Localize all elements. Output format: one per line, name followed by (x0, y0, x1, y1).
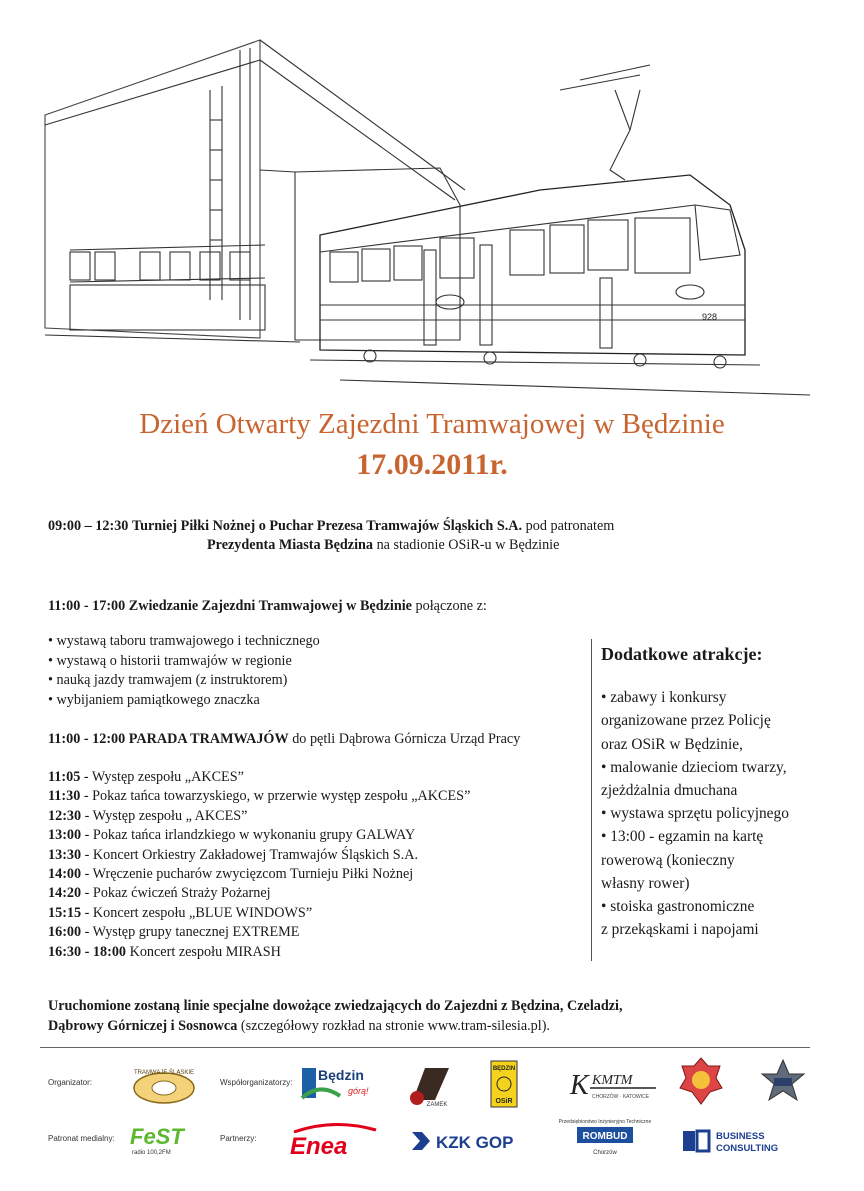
tour-suffix: połączone z: (415, 598, 487, 614)
rombud-logo (545, 1116, 665, 1160)
bc-logo-line1: BUSINESS (716, 1131, 765, 1142)
schedule-row (48, 807, 470, 826)
schedule-time: 16:30 - 18:00 (48, 943, 127, 960)
extra-attractions-panel (601, 643, 831, 941)
footer-divider (40, 1047, 810, 1048)
schedule-time: 13:30 (48, 846, 82, 863)
tour-event: Zwiedzanie Zajezdni Tramwajowej w Będzinie (128, 598, 412, 614)
depot-building-drawing (45, 40, 465, 342)
football-tournament-line (48, 517, 614, 536)
tour-time: 11:00 - 17:00 (48, 598, 126, 614)
castle-logo-text: ZAMEK (426, 1102, 448, 1108)
radio-fest-logo (128, 1124, 204, 1156)
stage-schedule (48, 768, 470, 962)
schedule-time: 16:00 (48, 924, 82, 941)
business-consulting-logo (682, 1128, 812, 1154)
venue-text: na stadionie OSiR-u w Będzinie (376, 537, 560, 553)
special-lines-text: Uruchomione zostaną linie specjalne dowożące zwiedzających do Zajezdni z Będzina, Czeladzi, (48, 998, 623, 1014)
osir-logo-top: BĘDZIN (492, 1066, 516, 1072)
parade-suffix: do pętli Dąbrowa Górnicza Urząd Pracy (292, 731, 521, 747)
bedzin-logo-text: Będzin (318, 1067, 364, 1083)
schedule-row (48, 904, 470, 923)
football-event: Turniej Piłki Nożnej o Puchar Prezesa Tramwajów Śląskich S.A. (131, 518, 523, 534)
tram-depot-illustration (40, 20, 830, 415)
police-star-logo (760, 1058, 806, 1104)
schedule-time: 12:30 (48, 807, 82, 824)
sidebar-line: • stoiska gastronomiczne (601, 898, 755, 916)
svg-text:K: K (570, 1070, 589, 1101)
tour-attractions-list (48, 632, 320, 710)
kzk-gop-logo (410, 1128, 534, 1154)
kmtm-logo-text: KMTM (592, 1073, 633, 1088)
schedule-text: - Występ grupy tanecznej EXTREME (81, 924, 300, 941)
schedule-time: 13:00 (48, 827, 82, 844)
partners-label: Partnerzy: (220, 1134, 257, 1143)
schedule-time: 11:05 (48, 769, 81, 785)
schedule-row (48, 826, 470, 845)
schedule-time: 11:30 (48, 788, 81, 805)
sidebar-line: z przekąskami i napojami (601, 921, 759, 939)
tram-drawing (310, 175, 810, 395)
osir-logo (490, 1060, 518, 1108)
co-organizers-label: Współorganizatorzy: (220, 1078, 293, 1087)
fest-logo-radio: radio 100,2FM (132, 1150, 171, 1156)
football-suffix: pod patronatem (525, 518, 615, 534)
schedule-row (48, 923, 470, 942)
sidebar-line: • 13:00 - egzamin na kartę (601, 828, 764, 846)
schedule-text: - Koncert zespołu „BLUE WINDOWS” (81, 904, 313, 921)
page-title: Dzień Otwarty Zajezdni Tramwajowej w Będzinie (139, 408, 725, 440)
parade-event: PARADA TRAMWAJÓW (128, 731, 289, 747)
football-time: 09:00 – 12:30 (48, 518, 129, 534)
sidebar-line: własny rower) (601, 874, 690, 892)
sidebar-line: zjeżdżalnia dmuchana (601, 782, 738, 800)
kmtm-logo (568, 1064, 660, 1106)
sidebar-line: oraz OSiR w Będzinie, (601, 735, 743, 753)
special-lines-info: (szczegółowy rozkład na stronie www.tram-silesia.pl). (237, 1018, 550, 1034)
rombud-logo-text: ROMBUD (582, 1131, 628, 1142)
schedule-text: - Pokaz tańca towarzyskiego, w przerwie występ zespołu „AKCES” (80, 788, 471, 805)
schedule-text: - Pokaz tańca irlandzkiego w wykonaniu grupy GALWAY (81, 827, 416, 844)
depot-tour-line (48, 597, 487, 616)
rombud-top-text: Przedsiębiorstwo Inżynieryjno Techniczne (558, 1119, 652, 1125)
enea-logo-text: Enea (290, 1133, 348, 1160)
sidebar-line: organizowane przez Policję (601, 712, 771, 730)
sidebar-line: • zabawy i konkursy (601, 689, 727, 707)
schedule-row (48, 865, 470, 884)
sidebar-divider (591, 639, 592, 961)
schedule-text: - Wręczenie pucharów zwycięzcom Turnieju Piłki Nożnej (81, 866, 414, 883)
schedule-text: - Występ zespołu „AKCES” (80, 769, 244, 785)
kmtm-logo-sub: CHORZÓW · KATOWICE (592, 1094, 650, 1100)
list-item: • wystawą o historii tramwajów w regionie (48, 652, 292, 669)
schedule-text: - Występ zespołu „ AKCES” (81, 807, 248, 824)
fest-logo-text: FeST (130, 1124, 184, 1149)
osir-logo-text: OSiR (495, 1098, 513, 1105)
sidebar-line: rowerową (konieczny (601, 851, 735, 869)
schedule-row (48, 884, 470, 903)
schedule-row (48, 943, 470, 962)
media-patron-label: Patronat medialny: (48, 1134, 115, 1143)
tramwaje-logo-text: TRAMWAJE ŚLĄSKIE (133, 1070, 195, 1076)
rombud-city: Chorzów (593, 1150, 617, 1156)
parade-time: 11:00 - 12:00 (48, 731, 126, 747)
schedule-text: - Pokaz ćwiczeń Straży Pożarnej (81, 885, 271, 902)
organizer-label: Organizator: (48, 1078, 93, 1087)
extra-attractions-title: Dodatkowe atrakcje: (601, 644, 763, 664)
castle-logo (405, 1060, 455, 1110)
sidebar-line: • malowanie dzieciom twarzy, (601, 758, 787, 776)
list-item: • wystawą taboru tramwajowego i technicznego (48, 633, 320, 649)
bedzin-city-logo (300, 1062, 380, 1104)
fire-brigade-logo (678, 1056, 724, 1106)
list-item: • wybijaniem pamiątkowego znaczka (48, 691, 260, 708)
schedule-time: 14:20 (48, 885, 82, 902)
tram-number: 928 (702, 312, 718, 322)
list-item: • nauką jazdy tramwajem (z instruktorem) (48, 672, 288, 688)
bc-logo-line2: CONSULTING (716, 1143, 779, 1154)
sidebar-line: • wystawa sprzętu policyjnego (601, 805, 789, 823)
kzk-logo-text: KZK GOP (436, 1133, 514, 1152)
schedule-text: Koncert zespołu MIRASH (126, 943, 281, 960)
schedule-row (48, 846, 470, 865)
schedule-time: 15:15 (48, 904, 82, 921)
tramwaje-slaskie-logo (128, 1066, 200, 1106)
schedule-text: - Koncert Orkiestry Zakładowej Tramwajów Śląskich S.A. (81, 846, 419, 863)
event-date: 17.09.2011r. (356, 448, 508, 481)
schedule-row (48, 787, 470, 806)
special-lines-note (48, 996, 623, 1036)
trolley-pole-drawing (560, 65, 650, 180)
bedzin-tagline: górą! (348, 1086, 369, 1096)
special-lines-cities: Dąbrowy Górniczej i Sosnowca (48, 1018, 238, 1034)
football-patronage-line (207, 536, 559, 555)
schedule-row (48, 768, 470, 787)
parade-line (48, 730, 520, 749)
enea-logo (284, 1120, 384, 1160)
patron-name: Prezydenta Miasta Będzina (207, 537, 374, 553)
schedule-time: 14:00 (48, 866, 82, 883)
